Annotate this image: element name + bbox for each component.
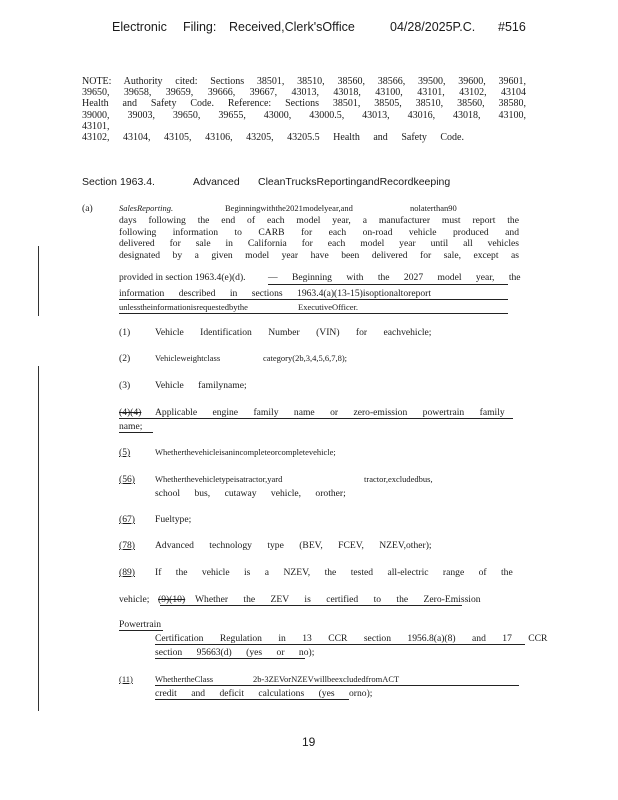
item-2-text-b: category(2b,3,4,5,6,7,8); (263, 353, 348, 363)
item-1-text: Vehicle Identification Number (VIN) for eachvehicle; (155, 327, 432, 338)
note-line: 39650, 39658, 39659, 39666, 39667, 43013, 43018, 43100, 43101, 43102, 43104 (82, 87, 526, 99)
item-5-text: Whetherthevehicleisanincompleteorcompletevehicle; (155, 447, 336, 457)
item-4-text-b: name; (119, 421, 143, 432)
change-bar (38, 366, 39, 711)
item-5-number: (5) (119, 447, 131, 458)
para-a-line7: information described in sections 1963.4(a)(13-15)isoptionaltoreport (119, 288, 432, 299)
item-9-cont-b: (9)(10) (158, 594, 186, 605)
item-6-text-b: tractor,excludedbus, (364, 474, 433, 484)
note-line: 43102, 43104, 43105, 43106, 43205, 43205.5 Health and Safety Code. (82, 132, 464, 144)
item-7-number: (67) (119, 514, 135, 525)
item-6-number (119, 474, 135, 485)
section-title-a: Advanced (193, 176, 240, 188)
underline (119, 299, 508, 300)
para-a-heading: SalesReporting. (119, 203, 174, 213)
item-7-text: Fueltype; (155, 514, 192, 525)
item-6-text-c: school bus, cutaway vehicle, orother; (155, 488, 346, 499)
para-a-line: days following the end of each model year, a manufacturer must report the (119, 215, 519, 226)
para-a-line: delivered for sale in California for each model year until all vehicles (119, 238, 519, 250)
item-11-number: (11) (119, 674, 133, 684)
item-8-text: Advanced technology type (BEV, FCEV, NZEV,other); (155, 540, 432, 551)
item-6-number-text: (56) (119, 474, 135, 485)
note-line: 43101, (82, 120, 110, 132)
item-9-text: If the vehicle is a NZEV, the tested all-electric range of the (155, 567, 513, 578)
underline (119, 418, 513, 419)
item-3-number: (3) (119, 380, 131, 391)
note-line: 39000, 39003, 39650, 39655, 43000, 43000.5, 43013, 43016, 43018, 43100, (82, 109, 526, 121)
note-line: NOTE: Authority cited: Sections 38501, 38510, 38560, 38566, 39500, 39600, 39601, (82, 76, 526, 87)
item-2-text: Vehicleweightclass (155, 353, 221, 363)
underline (155, 658, 305, 659)
para-a-line6-b: — Beginning with the 2027 model year, the (268, 272, 521, 283)
item-10-line3: section 95663(d) (yes or no); (155, 647, 315, 658)
para-a-line8-b: ExecutiveOfficer. (298, 302, 359, 312)
para-a-line: designated by a given model year have been delivered for sale, except as (119, 249, 519, 261)
para-a-line: following information to CARB for each on-road vehicle produced and (119, 226, 519, 238)
underline (119, 630, 163, 631)
item-11-text: WhethertheClass (155, 674, 214, 684)
header-date: 04/28/2025P.C. (390, 20, 476, 34)
note-line: Health and Safety Code. Reference: Sections 38501, 38505, 38510, 38560, 38580, (82, 98, 526, 110)
item-10-line1: Powertrain (119, 619, 162, 630)
para-a-line8-a: unlesstheinformationisrequestedbythe (119, 302, 248, 312)
item-1-number: (1) (119, 327, 131, 338)
item-11-line2: credit and deficit calculations (yes orno); (155, 688, 373, 699)
section-title-b: CleanTrucksReportingandRecordkeeping (258, 176, 451, 188)
header-number: #516 (498, 20, 526, 34)
item-4-number: (4)(4) (119, 407, 142, 418)
authority-note (82, 76, 526, 143)
page-number: 19 (302, 735, 316, 749)
item-6-text: Whetherthevehicletypeisatractor,yard (155, 474, 283, 484)
item-2-number: (2) (119, 353, 131, 364)
item-9-number: (89) (119, 567, 135, 578)
item-9-cont-c: Whether the ZEV is certified to the Zero-Emission (195, 594, 481, 605)
underline (160, 605, 462, 606)
para-a-line6-a: provided in section 1963.4(e)(d). (119, 272, 246, 283)
header-filing: Filing: (183, 20, 217, 34)
change-bar (38, 246, 39, 316)
item-4-text: Applicable engine family name or zero-emission powertrain family (155, 407, 505, 418)
underline (119, 313, 508, 314)
underline (155, 644, 525, 645)
para-a-line1-b: Beginningwiththe2021modelyear,and (225, 203, 353, 213)
para-a-line1-c: nolaterthan90 (410, 203, 457, 213)
item-10-line2: Certification Regulation in 13 CCR section 1956.8(a)(8) and 17 CCR (155, 633, 548, 644)
para-a-body (119, 215, 519, 261)
item-9-cont-a: vehicle; (119, 594, 150, 605)
para-a-label: (a) (82, 203, 93, 214)
underline (268, 284, 508, 285)
underline (155, 685, 519, 686)
item-3-text: Vehicle familyname; (155, 380, 247, 391)
underline (155, 699, 349, 700)
header-electronic: Electronic (112, 20, 167, 34)
item-11-text-b: 2b-3ZEVorNZEVwillbeexcludedfromACT (253, 674, 400, 684)
underline (119, 432, 153, 433)
item-8-number: (78) (119, 540, 135, 551)
header-received: Received,Clerk'sOffice (229, 20, 355, 34)
section-number: Section 1963.4. (82, 176, 155, 188)
